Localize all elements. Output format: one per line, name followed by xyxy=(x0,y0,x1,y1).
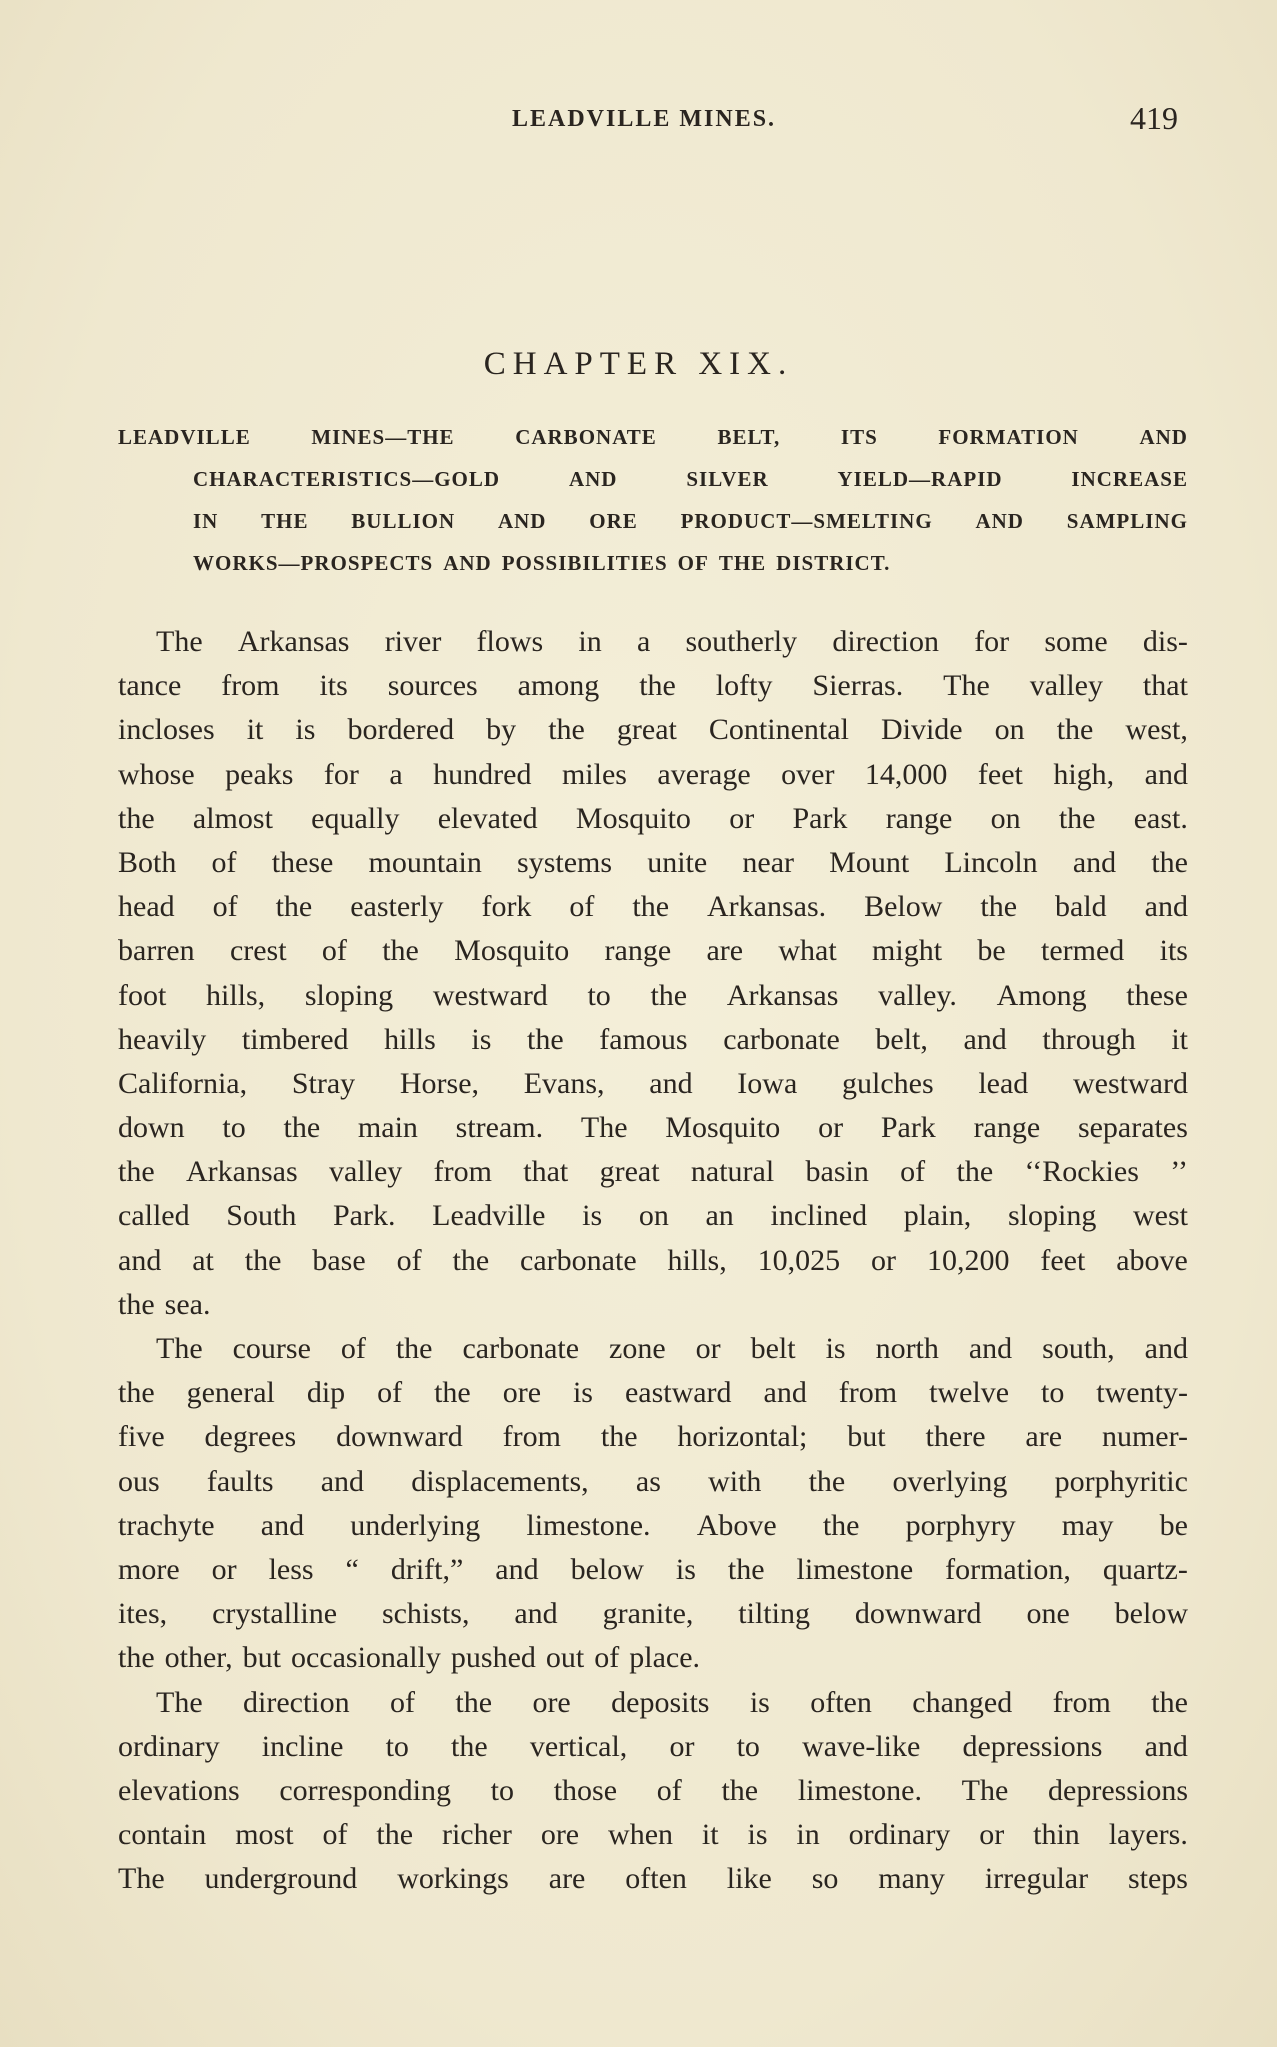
text-line: the general dip of the ore is eastward and from twelve to twenty- xyxy=(118,1376,1188,1410)
synopsis-line: IN THE BULLION AND ORE PRODUCT—SMELTING AND SAMPLING xyxy=(193,509,1188,533)
chapter-title: CHAPTER XIX. xyxy=(483,346,794,382)
text-line: The course of the carbonate zone or belt is north and south, and xyxy=(156,1332,1188,1365)
text-line: down to the main stream. The Mosquito or Park range separates xyxy=(118,1111,1188,1145)
text-line: ites, crystalline schists, and granite, tilting downward one below xyxy=(118,1597,1188,1631)
text-line: and at the base of the carbonate hills, 10,025 or 10,200 feet above xyxy=(118,1243,1188,1277)
text-line: heavily timbered hills is the famous carbonate belt, and through it xyxy=(118,1022,1188,1056)
text-line: the sea. xyxy=(118,1287,211,1321)
text-line: the other, but occasionally pushed out of place. xyxy=(118,1641,701,1675)
text-line: the almost equally elevated Mosquito or Park range on the east. xyxy=(118,801,1188,835)
text-line: incloses it is bordered by the great Continental Divide on the west, xyxy=(118,713,1188,747)
text-line: foot hills, sloping westward to the Arkansas valley. Among these xyxy=(118,978,1188,1012)
text-line: ordinary incline to the vertical, or to wave-like depressions and xyxy=(118,1729,1188,1763)
running-title: LEADVILLE MINES. xyxy=(512,106,777,132)
text-line: contain most of the richer ore when it is in ordinary or thin layers. xyxy=(118,1818,1188,1852)
synopsis-line: CHARACTERISTICS—GOLD AND SILVER YIELD—RAPID INCREASE xyxy=(193,467,1188,491)
page-number: 419 xyxy=(1130,100,1178,136)
text-line: California, Stray Horse, Evans, and Iowa gulches lead westward xyxy=(118,1066,1188,1100)
synopsis-line: LEADVILLE MINES—THE CARBONATE BELT, ITS FORMATION AND xyxy=(118,425,1188,449)
text-line: called South Park. Leadville is on an inclined plain, sloping west xyxy=(118,1199,1188,1233)
chapter-synopsis xyxy=(118,416,1188,584)
text-line: whose peaks for a hundred miles average over 14,000 feet high, and xyxy=(118,757,1188,791)
text-line: five degrees downward from the horizontal; but there are numer- xyxy=(118,1420,1188,1454)
text-line: trachyte and underlying limestone. Above the porphyry may be xyxy=(118,1508,1188,1542)
text-line: more or less “ drift,” and below is the limestone formation, quartz- xyxy=(118,1552,1188,1586)
text-line: The underground workings are often like so many irregular steps xyxy=(118,1862,1188,1896)
text-line: The direction of the ore deposits is often changed from the xyxy=(156,1685,1188,1719)
text-line: the Arkansas valley from that great natural basin of the ‘‘Rockies ’’ xyxy=(118,1155,1188,1189)
text-line: ous faults and displacements, as with the overlying porphyritic xyxy=(118,1464,1188,1498)
synopsis-line: WORKS—PROSPECTS AND POSSIBILITIES OF THE DISTRICT. xyxy=(193,551,891,575)
running-head xyxy=(0,100,1277,140)
body-text xyxy=(118,620,1188,1901)
text-line: elevations corresponding to those of the limestone. The depressions xyxy=(118,1773,1188,1807)
text-line: The Arkansas river flows in a southerly direction for some dis- xyxy=(156,625,1188,658)
text-line: barren crest of the Mosquito range are what might be termed its xyxy=(118,934,1188,968)
text-line: head of the easterly fork of the Arkansas. Below the bald and xyxy=(118,890,1188,924)
text-line: Both of these mountain systems unite near Mount Lincoln and the xyxy=(118,845,1188,879)
text-line: tance from its sources among the lofty Sierras. The valley that xyxy=(118,669,1188,703)
